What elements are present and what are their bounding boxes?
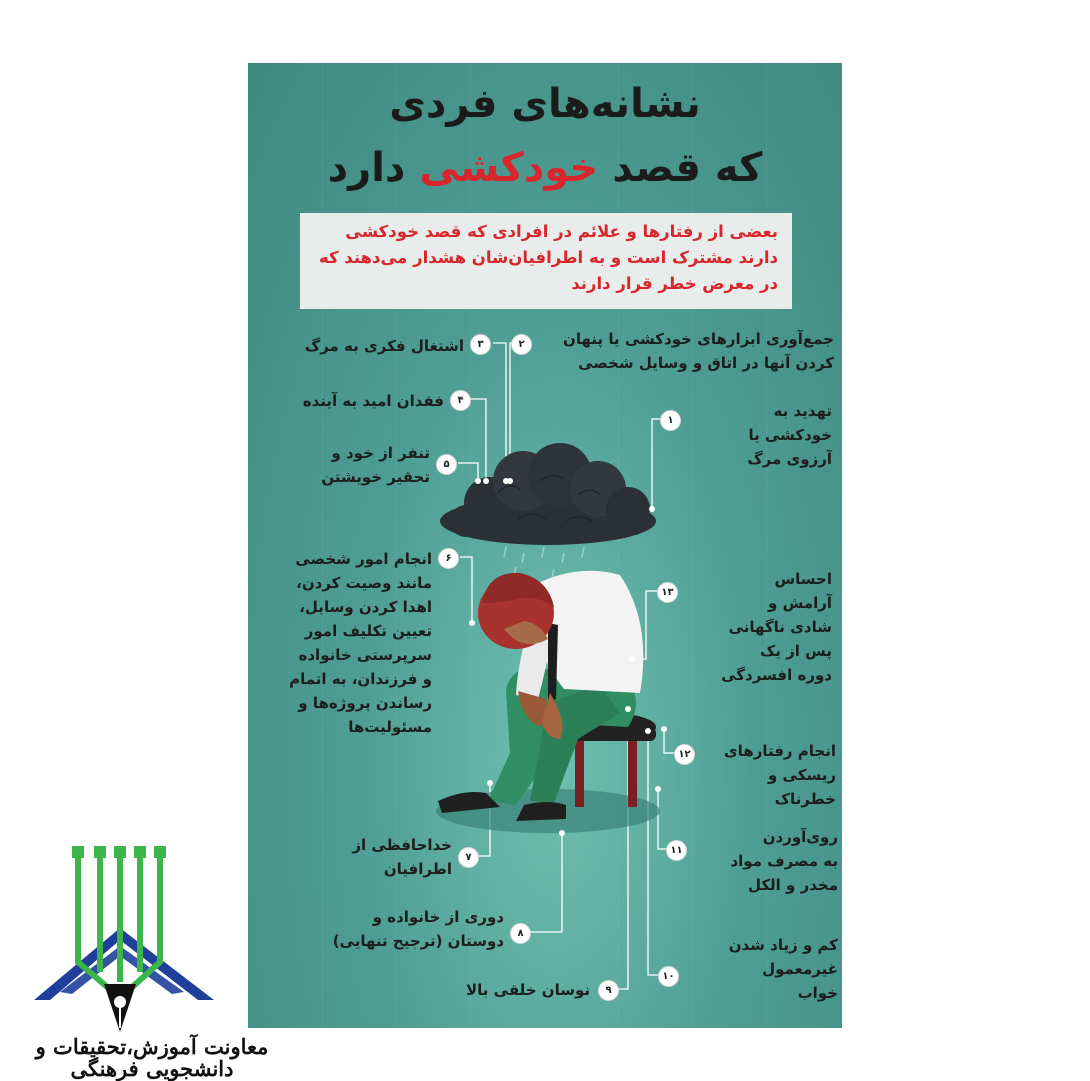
sign-number-badge: ۳ xyxy=(470,334,491,355)
sign-label-10: کم و زیاد شدن غیرمعمول خواب xyxy=(728,936,838,1002)
title-part-pre: که قصد xyxy=(612,145,763,191)
connector-10 xyxy=(648,731,666,975)
sign-number-badge: ۱۲ xyxy=(674,744,695,765)
storm-cloud xyxy=(440,443,656,545)
sign-number-badge: ۱۳ xyxy=(657,582,678,603)
connector-6 xyxy=(460,557,472,623)
sign-label-11: روی‌آوردن به مصرف مواد مخدر و الکل xyxy=(730,828,838,894)
sign-label-3: اشتغال فکری به مرگ xyxy=(304,337,464,355)
sign-label-5: تنفر از خود و تحقیر خویشتن xyxy=(321,444,430,486)
sign-number-badge: ۹ xyxy=(598,980,619,1001)
sad-person-illustration xyxy=(438,571,656,821)
logo-caption-line1: معاونت آموزش،تحقیقات و xyxy=(35,1034,269,1059)
sign-label-13: احساس آرامش و شادی ناگهانی پس از یک دوره افسردگی xyxy=(721,570,832,684)
infographic-poster xyxy=(248,63,842,1028)
sign-label-9: نوسان خلقی بالا xyxy=(465,981,590,999)
sign-number-badge: ۵ xyxy=(436,454,457,475)
sign-number-badge: ۴ xyxy=(450,390,471,411)
sign-label-1: تهدید به خودکشی یا آرزوی مرگ xyxy=(747,402,832,468)
sign-number-badge: ۱۰ xyxy=(658,966,679,987)
sign-label-2: جمع‌آوری ابزارهای خودکشی یا پنهان کردن آنها در اتاق و وسایل شخصی xyxy=(563,330,834,372)
connector-4 xyxy=(468,399,486,481)
sign-number-badge: ۶ xyxy=(438,548,459,569)
sign-label-7: خداحافظی از اطرافیان xyxy=(352,836,452,878)
title-part-highlight: خودکشی xyxy=(419,145,599,191)
sign-label-12: انجام رفتارهای ریسکی و خطرناک xyxy=(723,742,836,808)
poster-title-line1: نشانه‌های فردی xyxy=(389,81,701,127)
sign-label-8: دوری از خانواده و دوستان (ترجیح تنهایی) xyxy=(332,908,504,950)
sign-number-badge: ۱۱ xyxy=(666,840,687,861)
connector-9 xyxy=(610,709,628,989)
sign-number-badge: ۸ xyxy=(510,923,531,944)
sign-number-badge: ۲ xyxy=(511,334,532,355)
sign-number-badge: ۱ xyxy=(660,410,681,431)
title-part-post: دارد xyxy=(327,145,406,191)
sign-number-badge: ۷ xyxy=(458,847,479,868)
connector-5 xyxy=(458,463,478,481)
connector-8 xyxy=(510,833,562,932)
intro-box: بعضی از رفتارها و علائم در افرادی که قصد خودکشی دارند مشترک است و به اطرافیان‌شان هشدار می‌دهند که در معرض خطر قرار دارند xyxy=(300,213,792,309)
connector-1 xyxy=(652,419,676,509)
sign-label-4: فقدان امید به آینده xyxy=(302,392,444,410)
sign-label-6: انجام امور شخصی مانند وصیت کردن، اهدا کردن وسایل، تعیین تکلیف امور سرپرستی خانواده و فرزندان، به اتمام رساندن پروژه‌ها و مسئولیت‌ها xyxy=(289,550,432,736)
logo-caption-line2: دانشجویی فرهنگی xyxy=(70,1056,234,1081)
